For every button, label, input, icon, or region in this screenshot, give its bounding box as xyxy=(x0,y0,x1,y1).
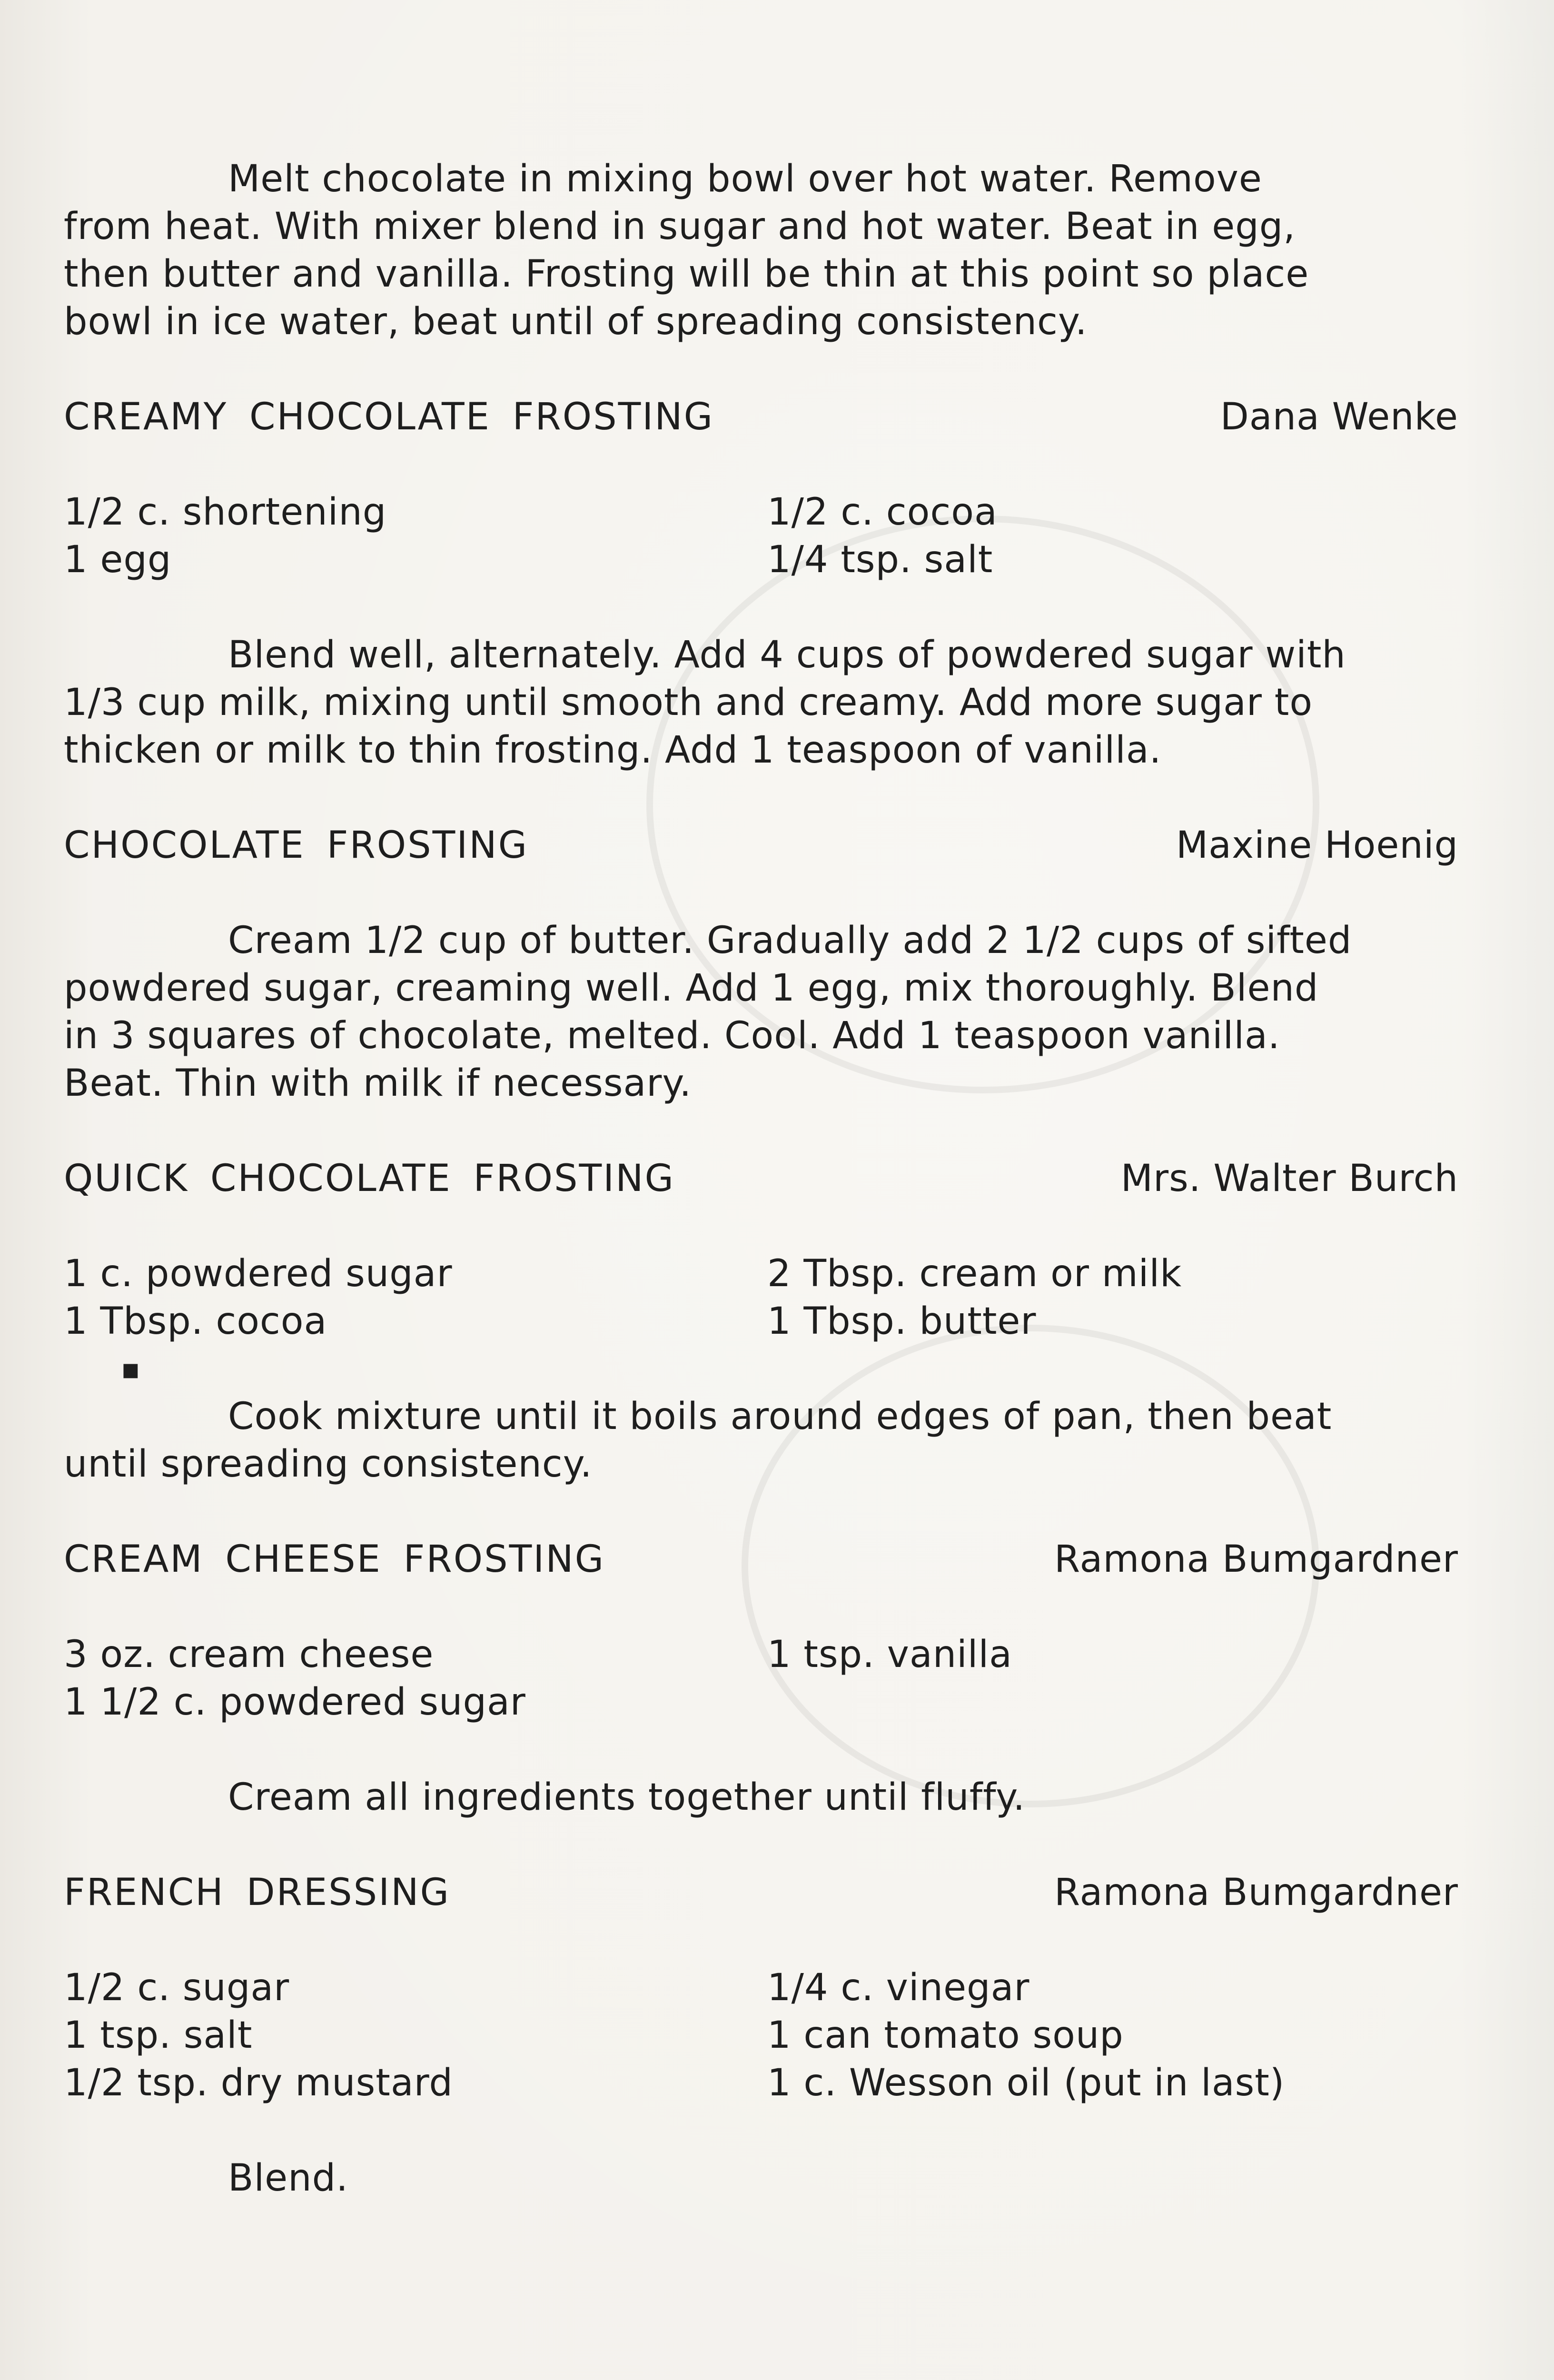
recipe-author: Ramona Bumgardner xyxy=(1054,1538,1458,1581)
recipe-header xyxy=(64,1155,1477,1202)
directions-line: thicken or milk to thin frosting. Add 1 teaspoon of vanilla. xyxy=(64,729,1162,772)
directions-line: Cream 1/2 cup of butter. Gradually add 2 1/2 cups of sifted xyxy=(228,919,1352,962)
recipe-header xyxy=(64,822,1477,869)
recipe-title: QUICK CHOCOLATE FROSTING xyxy=(64,1157,675,1200)
ingredient-list xyxy=(64,1250,1477,1345)
ingredient: 2 Tbsp. cream or milk xyxy=(767,1252,1182,1295)
recipe-author: Dana Wenke xyxy=(1220,396,1458,438)
stray-mark: ▪ xyxy=(121,1352,141,1386)
directions-line: Cook mixture until it boils around edges of pan, then beat xyxy=(228,1395,1332,1438)
recipe-author: Maxine Hoenig xyxy=(1176,824,1458,867)
directions-line: powdered sugar, creaming well. Add 1 egg, mix thoroughly. Blend xyxy=(64,967,1319,1010)
ingredient xyxy=(767,1678,1477,1726)
directions-line: Blend. xyxy=(228,2157,348,2200)
ingredient: 1/4 c. vinegar xyxy=(767,1966,1030,2009)
directions-line: 1/3 cup milk, mixing until smooth and creamy. Add more sugar to xyxy=(64,681,1313,724)
ingredient-list xyxy=(64,1631,1477,1726)
ingredient-list xyxy=(64,1964,1477,2107)
ingredient: 1 tsp. vanilla xyxy=(767,1633,1012,1676)
ingredient: 1 Tbsp. cocoa xyxy=(64,1300,327,1343)
ingredient: 1/2 tsp. dry mustard xyxy=(64,2062,453,2104)
recipe-title: CREAM CHEESE FROSTING xyxy=(64,1538,605,1581)
ingredient: 3 oz. cream cheese xyxy=(64,1633,434,1676)
recipe-author: Mrs. Walter Burch xyxy=(1120,1157,1458,1200)
recipe-author: Ramona Bumgardner xyxy=(1054,1871,1458,1914)
ingredient: 1/2 c. cocoa xyxy=(767,491,998,534)
recipe-title: CREAMY CHOCOLATE FROSTING xyxy=(64,396,714,438)
directions-line: Beat. Thin with milk if necessary. xyxy=(64,1062,692,1105)
ingredient: 1 can tomato soup xyxy=(767,2014,1124,2057)
ingredient: 1/2 c. sugar xyxy=(64,1966,290,2009)
ingredient-list xyxy=(64,488,1477,584)
recipe-french-dressing xyxy=(64,1869,1477,2202)
ingredient: 1/2 c. shortening xyxy=(64,491,387,534)
recipe-quick-chocolate-frosting xyxy=(64,1155,1477,1488)
directions-line: Cream all ingredients together until fluffy. xyxy=(228,1776,1026,1819)
recipe-title: CHOCOLATE FROSTING xyxy=(64,824,529,867)
ingredient: 1 c. Wesson oil (put in last) xyxy=(767,2062,1285,2104)
ingredient: 1 Tbsp. butter xyxy=(767,1300,1037,1343)
recipe-cream-cheese-frosting xyxy=(64,1536,1477,1821)
recipe-title: FRENCH DRESSING xyxy=(64,1871,450,1914)
recipe-page-content xyxy=(64,155,1477,2202)
intro-line: from heat. With mixer blend in sugar and hot water. Beat in egg, xyxy=(64,205,1296,248)
recipe-chocolate-frosting xyxy=(64,822,1477,1107)
recipe-header xyxy=(64,393,1477,441)
recipe-header xyxy=(64,1869,1477,1916)
directions-line: in 3 squares of chocolate, melted. Cool. Add 1 teaspoon vanilla. xyxy=(64,1014,1280,1057)
intro-directions xyxy=(64,155,1477,346)
ingredient: 1 tsp. salt xyxy=(64,2014,253,2057)
intro-line: Melt chocolate in mixing bowl over hot water. Remove xyxy=(228,158,1262,200)
ingredient: 1 1/2 c. powdered sugar xyxy=(64,1681,526,1724)
directions-line: until spreading consistency. xyxy=(64,1443,593,1486)
intro-line: then butter and vanilla. Frosting will be thin at this point so place xyxy=(64,253,1309,296)
ingredient: 1/4 tsp. salt xyxy=(767,538,993,581)
intro-line: bowl in ice water, beat until of spreading consistency. xyxy=(64,300,1088,343)
directions-line: Blend well, alternately. Add 4 cups of powdered sugar with xyxy=(228,634,1346,676)
ingredient: 1 c. powdered sugar xyxy=(64,1252,453,1295)
ingredient: 1 egg xyxy=(64,538,172,581)
recipe-header xyxy=(64,1536,1477,1583)
recipe-creamy-chocolate-frosting xyxy=(64,393,1477,774)
